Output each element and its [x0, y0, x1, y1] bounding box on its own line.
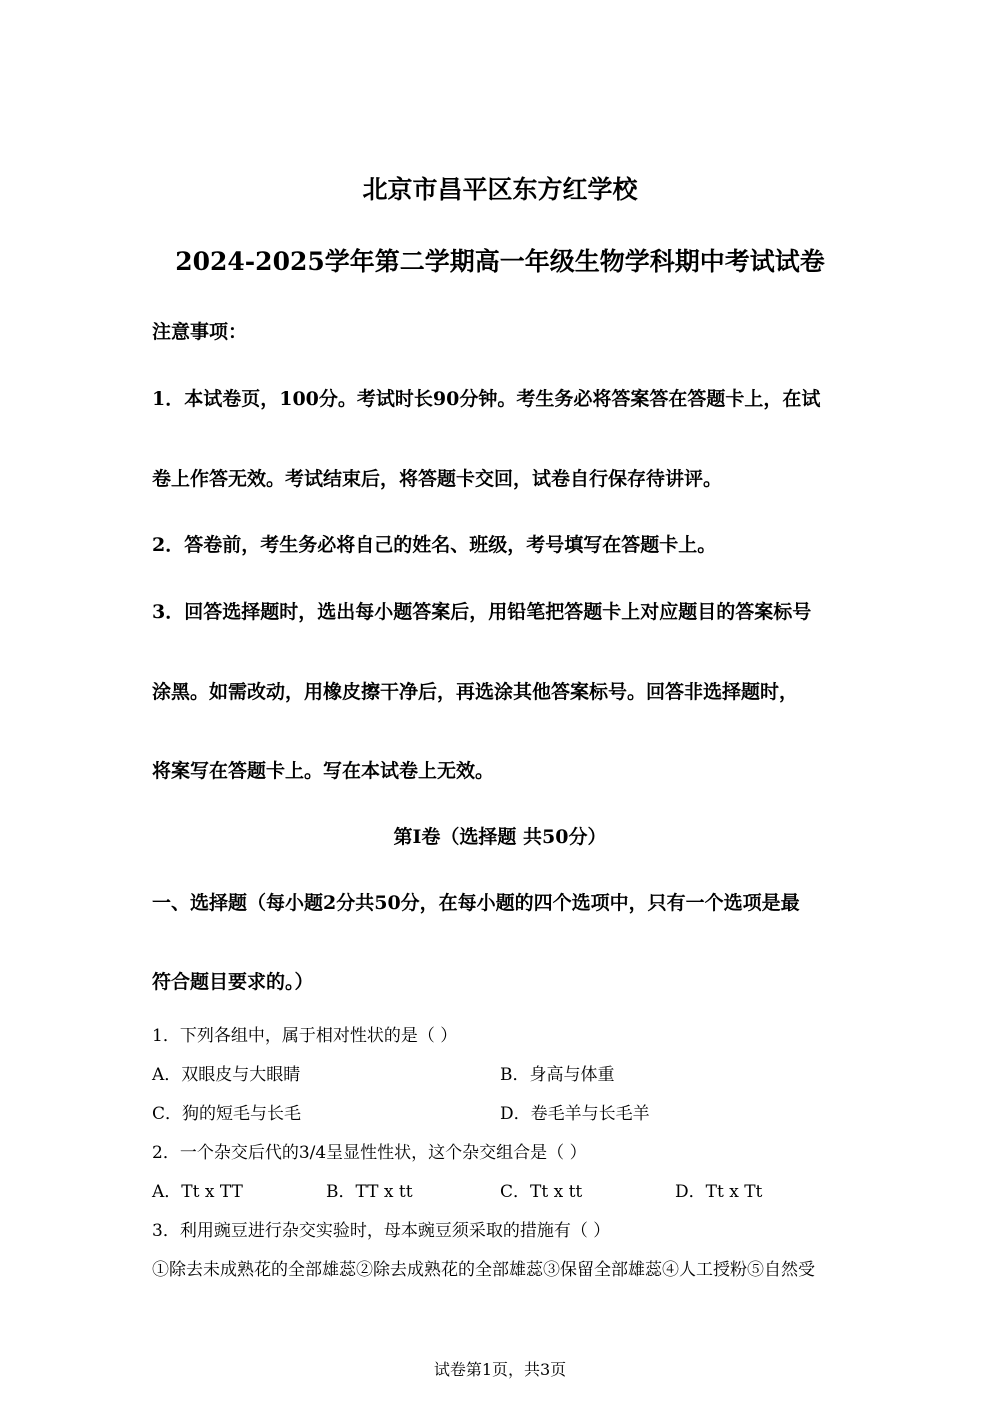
notice-item-2: 2．答卷前，考生务必将自己的姓名、班级，考号填写在答题卡上。 [152, 534, 717, 556]
question-1-option-a: A．双眼皮与大眼睛 [152, 1065, 301, 1085]
question-2-option-b: B．TT x tt [326, 1182, 413, 1202]
notice-heading: 注意事项： [152, 321, 248, 343]
page-footer: 试卷第1页，共3页 [433, 1360, 567, 1379]
question-2-option-d: D．Tt x Tt [675, 1182, 763, 1202]
school-title: 北京市昌平区东方红学校 [362, 175, 638, 204]
notice-item-1-line-2: 卷上作答无效。考试结束后，将答题卡交回，试卷自行保存待讲评。 [152, 468, 723, 490]
part-heading-line-2: 符合题目要求的。） [152, 971, 314, 993]
question-2-stem: 2．一个杂交后代的3/4呈显性性状，这个杂交组合是（ ） [152, 1143, 587, 1163]
notice-item-3-line-2: 涂黑。如需改动，用橡皮擦干净后，再选涂其他答案标号。回答非选择题时， [152, 681, 799, 703]
notice-item-3-line-3: 将案写在答题卡上。写在本试卷上无效。 [152, 760, 495, 782]
question-3-stem: 3．利用豌豆进行杂交实验时，母本豌豆须采取的措施有（ ） [152, 1221, 611, 1241]
exam-title: 2024-2025学年第二学期高一年级生物学科期中考试试卷 [175, 247, 825, 276]
question-2-option-a: A．Tt x TT [152, 1182, 243, 1202]
volume-title: 第Ⅰ卷（选择题 共50分） [393, 826, 607, 848]
question-1-option-b: B．身高与体重 [500, 1065, 615, 1085]
question-1-stem: 1．下列各组中，属于相对性状的是（ ） [152, 1026, 458, 1046]
notice-item-3-line-1: 3．回答选择题时，选出每小题答案后，用铅笔把答题卡上对应题目的答案标号 [152, 601, 812, 623]
notice-item-1-line-1: 1．本试卷页，100分。考试时长90分钟。考生务必将答案答在答题卡上，在试 [152, 388, 821, 410]
question-3-continuation: ①除去未成熟花的全部雄蕊②除去成熟花的全部雄蕊③保留全部雄蕊④人工授粉⑤自然受 [152, 1260, 815, 1280]
question-2-option-c: C．Tt x tt [500, 1182, 583, 1202]
part-heading-line-1: 一、选择题（每小题2分共50分，在每小题的四个选项中，只有一个选项是最 [152, 892, 800, 914]
question-1-option-c: C．狗的短毛与长毛 [152, 1104, 302, 1124]
question-1-option-d: D．卷毛羊与长毛羊 [500, 1104, 650, 1124]
